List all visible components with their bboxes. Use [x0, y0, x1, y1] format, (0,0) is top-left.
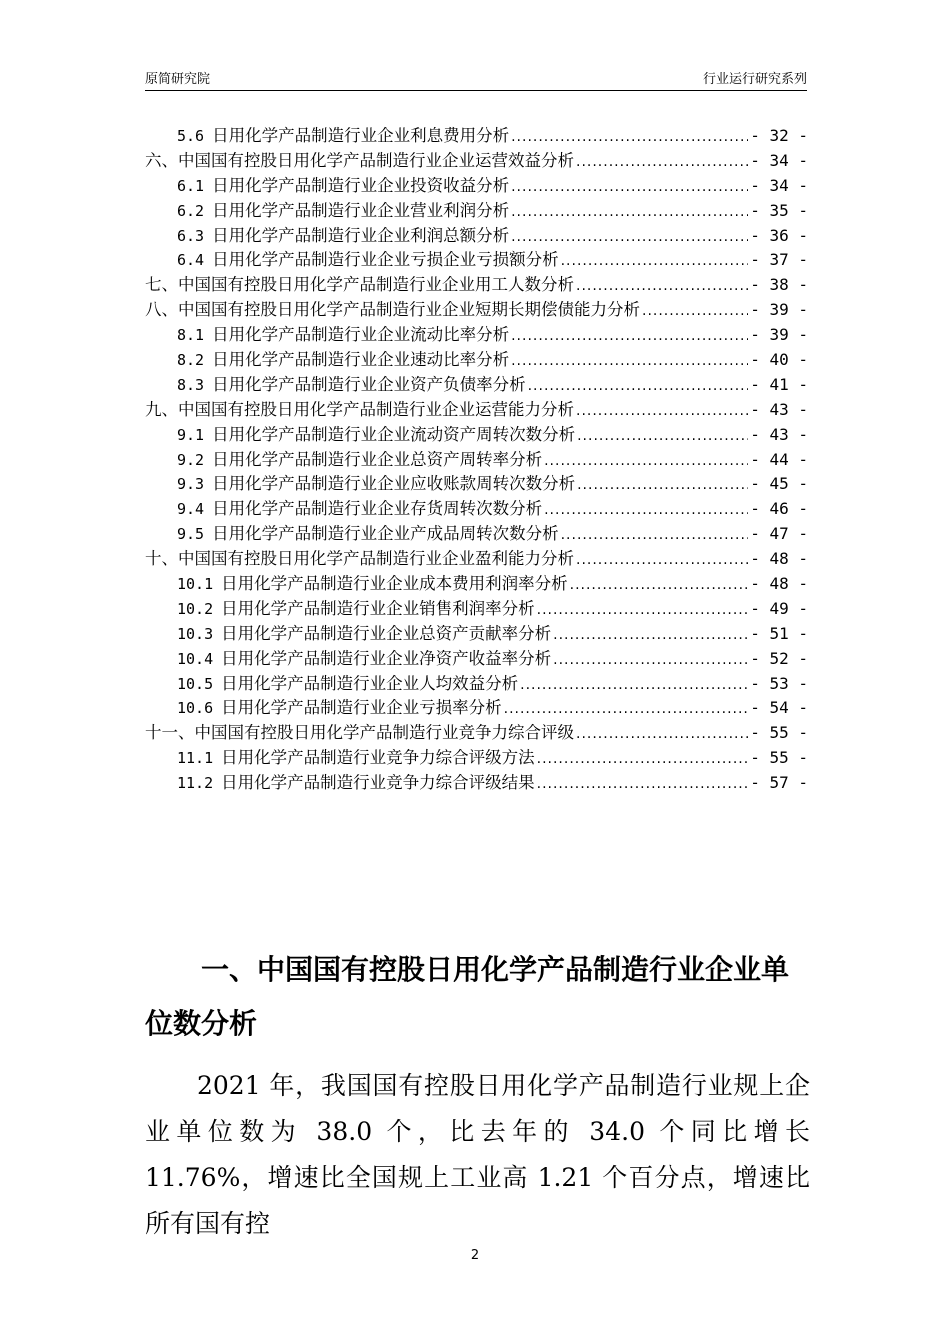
toc-entry-title: 日用化学产品制造行业企业资产负债率分析 — [212, 374, 526, 394]
toc-entry[interactable] — [145, 174, 808, 199]
toc-entry[interactable] — [145, 472, 808, 497]
toc-entry[interactable] — [145, 746, 808, 771]
toc-entry-number: 6.4 — [177, 251, 205, 270]
toc-entry[interactable] — [145, 199, 808, 224]
toc-leader-dots — [576, 399, 748, 424]
toc-entry[interactable] — [145, 647, 808, 672]
toc-entry-number: 6.1 — [177, 176, 205, 195]
toc-entry-title: 日用化学产品制造行业企业利息费用分析 — [212, 126, 510, 145]
toc-entry-page: - 49 - — [750, 598, 808, 618]
toc-leader-dots — [570, 573, 749, 598]
toc-entry-title: 七、中国国有控股日用化学产品制造行业企业用工人数分析 — [145, 275, 574, 295]
toc-entry-title: 十、中国国有控股日用化学产品制造行业企业盈利能力分析 — [145, 549, 574, 569]
toc-entry-title: 日用化学产品制造行业企业营业利润分析 — [212, 200, 510, 220]
toc-entry-number: 6.2 — [177, 201, 205, 220]
toc-entry[interactable] — [145, 323, 808, 348]
toc-entry[interactable] — [145, 696, 808, 721]
toc-entry-page: - 51 - — [750, 623, 808, 643]
toc-entry[interactable] — [145, 721, 808, 746]
toc-entry-number: 9.4 — [177, 500, 205, 519]
toc-leader-dots — [561, 523, 749, 548]
toc-leader-dots — [511, 324, 748, 349]
toc-entry-title: 日用化学产品制造行业企业流动比率分析 — [212, 325, 510, 345]
toc-entry[interactable] — [145, 273, 808, 298]
toc-entry-title: 日用化学产品制造行业企业流动资产周转次数分析 — [212, 424, 576, 444]
toc-entry[interactable] — [145, 771, 808, 796]
toc-entry-title: 日用化学产品制造行业企业投资收益分析 — [212, 175, 510, 195]
toc-entry-title: 日用化学产品制造行业竞争力综合评级方法 — [221, 748, 535, 768]
toc-entry-page: - 55 - — [750, 723, 808, 743]
toc-leader-dots — [577, 424, 748, 449]
header-organization: 原简研究院 — [145, 72, 211, 87]
toc-entry-number: 10.1 — [177, 575, 214, 594]
toc-entry-page: - 53 - — [750, 673, 808, 693]
toc-entry-title: 日用化学产品制造行业企业净资产收益率分析 — [221, 648, 552, 668]
toc-entry-title: 十一、中国国有控股日用化学产品制造行业竞争力综合评级 — [145, 723, 574, 743]
toc-entry-number: 10.6 — [177, 699, 214, 718]
toc-entry-page: - 41 - — [750, 374, 808, 394]
toc-entry[interactable] — [145, 597, 808, 622]
toc-entry[interactable] — [145, 572, 808, 597]
toc-entry-title: 日用化学产品制造行业企业总资产周转率分析 — [212, 449, 543, 469]
toc-entry-page: - 55 - — [750, 748, 808, 768]
toc-entry-title: 日用化学产品制造行业企业亏损率分析 — [221, 698, 502, 718]
toc-entry-number: 10.3 — [177, 624, 214, 643]
toc-entry-title: 日用化学产品制造行业企业速动比率分析 — [212, 350, 510, 370]
toc-entry-page: - 40 - — [750, 350, 808, 370]
toc-leader-dots — [537, 747, 749, 772]
toc-leader-dots — [576, 722, 748, 747]
toc-leader-dots — [576, 150, 748, 175]
table-of-contents — [145, 124, 808, 796]
toc-leader-dots — [642, 299, 748, 324]
toc-entry[interactable] — [145, 373, 808, 398]
toc-entry-page: - 34 - — [750, 150, 808, 170]
toc-entry[interactable] — [145, 622, 808, 647]
toc-leader-dots — [553, 648, 748, 673]
toc-leader-dots — [511, 125, 748, 150]
toc-entry-page: - 39 - — [750, 300, 808, 320]
toc-entry-title: 日用化学产品制造行业企业销售利润率分析 — [221, 598, 535, 618]
toc-entry[interactable] — [145, 497, 808, 522]
toc-entry-title: 日用化学产品制造行业企业应收账款周转次数分析 — [212, 474, 576, 494]
toc-entry[interactable] — [145, 398, 808, 423]
toc-leader-dots — [553, 623, 748, 648]
toc-entry-page: - 39 - — [750, 325, 808, 345]
toc-entry-page: - 44 - — [750, 449, 808, 469]
toc-entry-number: 8.2 — [177, 351, 205, 370]
toc-leader-dots — [544, 449, 748, 474]
toc-leader-dots — [528, 374, 749, 399]
toc-entry-number: 9.2 — [177, 450, 205, 469]
toc-entry-number: 10.2 — [177, 599, 214, 618]
header-series: 行业运行研究系列 — [702, 72, 807, 87]
toc-entry-title: 日用化学产品制造行业企业人均效益分析 — [221, 673, 519, 693]
toc-leader-dots — [561, 249, 749, 274]
toc-entry[interactable] — [145, 224, 808, 249]
toc-entry-number: 10.5 — [177, 674, 214, 693]
toc-leader-dots — [511, 225, 748, 250]
toc-leader-dots — [576, 274, 748, 299]
toc-leader-dots — [544, 498, 748, 523]
toc-entry-title: 九、中国国有控股日用化学产品制造行业企业运营能力分析 — [145, 399, 574, 419]
toc-entry-page: - 46 - — [750, 499, 808, 519]
toc-entry-number: 8.1 — [177, 326, 205, 345]
toc-leader-dots — [537, 772, 749, 797]
toc-leader-dots — [511, 175, 748, 200]
toc-leader-dots — [576, 548, 748, 573]
toc-entry[interactable] — [145, 248, 808, 273]
toc-entry-page: - 48 - — [750, 549, 808, 569]
toc-entry[interactable] — [145, 124, 808, 149]
toc-entry[interactable] — [145, 298, 808, 323]
toc-entry[interactable] — [145, 423, 808, 448]
toc-entry[interactable] — [145, 522, 808, 547]
toc-entry[interactable] — [145, 448, 808, 473]
toc-entry-page: - 47 - — [750, 524, 808, 544]
toc-entry-title: 日用化学产品制造行业企业亏损企业亏损额分析 — [212, 250, 559, 270]
toc-entry-number: 9.5 — [177, 525, 205, 544]
section-heading: 一、中国国有控股日用化学产品制造行业企业单位数分析 — [145, 953, 790, 1040]
toc-entry[interactable] — [145, 149, 808, 174]
toc-entry[interactable] — [145, 547, 808, 572]
toc-entry-number: 11.2 — [177, 774, 214, 793]
toc-entry-title: 日用化学产品制造行业企业产成品周转次数分析 — [212, 524, 559, 544]
toc-entry-number: 5.6 — [177, 127, 205, 145]
page-number: 2 — [470, 1248, 480, 1263]
toc-entry-title: 六、中国国有控股日用化学产品制造行业企业运营效益分析 — [145, 150, 574, 170]
toc-leader-dots — [511, 200, 748, 225]
toc-entry-page: - 32 - — [750, 126, 808, 145]
toc-entry-number: 9.3 — [177, 475, 205, 494]
toc-entry-page: - 34 - — [750, 175, 808, 195]
toc-leader-dots — [577, 473, 748, 498]
toc-entry-title: 日用化学产品制造行业竞争力综合评级结果 — [221, 773, 535, 793]
toc-entry-page: - 45 - — [750, 474, 808, 494]
toc-entry-title: 日用化学产品制造行业企业利润总额分析 — [212, 225, 510, 245]
body-paragraph: 2021 年，我国国有控股日用化学产品制造行业规上企业单位数为 38.0 个，比去年的 34.0 个同比增长 11.76%，增速比全国规上工业高 1.21 个百分点，增速比所有国有控 — [145, 1071, 810, 1238]
toc-entry-number: 11.1 — [177, 749, 214, 768]
toc-entry-page: - 38 - — [750, 275, 808, 295]
toc-entry-page: - 37 - — [750, 250, 808, 270]
toc-entry-page: - 52 - — [750, 648, 808, 668]
toc-leader-dots — [537, 598, 749, 623]
page-header — [145, 66, 807, 91]
toc-entry-title: 日用化学产品制造行业企业存货周转次数分析 — [212, 499, 543, 519]
toc-entry[interactable] — [145, 348, 808, 373]
toc-entry-page: - 36 - — [750, 225, 808, 245]
toc-entry-page: - 57 - — [750, 773, 808, 793]
toc-entry-number: 9.1 — [177, 425, 205, 444]
toc-entry-page: - 43 - — [750, 424, 808, 444]
toc-entry-number: 6.3 — [177, 226, 205, 245]
toc-entry-page: - 54 - — [750, 698, 808, 718]
toc-entry-page: - 43 - — [750, 399, 808, 419]
toc-entry-title: 八、中国国有控股日用化学产品制造行业企业短期长期偿债能力分析 — [145, 300, 640, 320]
toc-entry-number: 10.4 — [177, 649, 214, 668]
toc-entry[interactable] — [145, 672, 808, 697]
toc-leader-dots — [520, 673, 748, 698]
toc-entry-title: 日用化学产品制造行业企业成本费用利润率分析 — [221, 574, 568, 594]
toc-leader-dots — [511, 349, 748, 374]
toc-entry-page: - 48 - — [750, 574, 808, 594]
toc-entry-number: 8.3 — [177, 375, 205, 394]
toc-leader-dots — [504, 697, 749, 722]
toc-entry-page: - 35 - — [750, 200, 808, 220]
toc-entry-title: 日用化学产品制造行业企业总资产贡献率分析 — [221, 623, 552, 643]
